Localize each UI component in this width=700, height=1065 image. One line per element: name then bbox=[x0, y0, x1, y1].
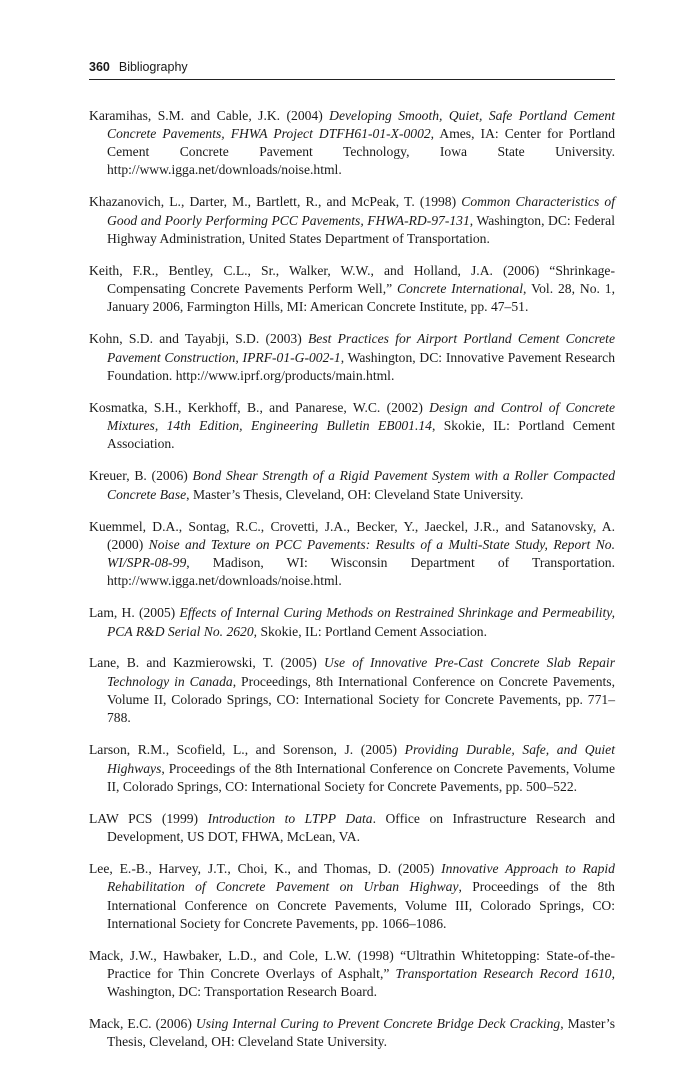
reference-entry: Kosmatka, S.H., Kerkhoff, B., and Panarese, W.C. (2002) Design and Control of Concrete Mixtures, 14th Edition, Engineering Bulletin EB001.14, Skokie, IL: Portland Cement Association. bbox=[89, 399, 615, 452]
reference-entry: Lane, B. and Kazmierowski, T. (2005) Use of Innovative Pre-Cast Concrete Slab Repair Technology in Canada, Proceedings, 8th International Conference on Concrete Pavements, Volume II, Colorado Springs, CO: International Society for Concrete Pavements, pp. 771–788. bbox=[89, 655, 615, 726]
reference-entry: Mack, E.C. (2006) Using Internal Curing to Prevent Concrete Bridge Deck Cracking, Master’s Thesis, Cleveland, OH: Cleveland State University. bbox=[89, 1016, 615, 1050]
reference-entry: Kreuer, B. (2006) Bond Shear Strength of a Rigid Pavement System with a Roller Compacted Concrete Base, Master’s Thesis, Cleveland, OH: Cleveland State University. bbox=[89, 468, 615, 502]
reference-entry: Kuemmel, D.A., Sontag, R.C., Crovetti, J.A., Becker, Y., Jaeckel, J.R., and Satanovsky, A. (2000) Noise and Texture on PCC Pavements: Results of a Multi-State Study, Report No. WI/SPR-08-99, Madison, WI: Wisconsin Department of Transportation. http://www.igga.net/downloads/noise.html. bbox=[89, 518, 615, 589]
reference-entry: Lam, H. (2005) Effects of Internal Curing Methods on Restrained Shrinkage and Permeability, PCA R&D Serial No. 2620, Skokie, IL: Portland Cement Association. bbox=[89, 605, 615, 639]
page-number: 360 bbox=[89, 60, 110, 74]
page-header bbox=[89, 57, 615, 80]
running-head: Bibliography bbox=[118, 60, 188, 74]
reference-entry: Larson, R.M., Scofield, L., and Sorenson, J. (2005) Providing Durable, Safe, and Quiet Highways, Proceedings of the 8th International Conference on Concrete Pavements, Volume II, Colorado Springs, CO: International Society for Concrete Pavements, pp. 500–522. bbox=[89, 742, 615, 794]
reference-entry: Keith, F.R., Bentley, C.L., Sr., Walker, W.W., and Holland, J.A. (2006) “Shrinkage-Compensating Concrete Pavements Perform Well,” Concrete International, Vol. 28, No. 1, January 2006, Farmington Hills, MI: American Concrete Institute, pp. 47–51. bbox=[89, 262, 615, 315]
reference-entry: LAW PCS (1999) Introduction to LTPP Data. Office on Infrastructure Research and Development, US DOT, FHWA, McLean, VA. bbox=[89, 810, 615, 845]
reference-entry: Karamihas, S.M. and Cable, J.K. (2004) Developing Smooth, Quiet, Safe Portland Cement Concrete Pavements, FHWA Project DTFH61-01-X-0002, Ames, IA: Center for Portland Cement Concrete Pavement Technology, Iowa State University. http://www.igga.net/downloads/noise.html. bbox=[89, 107, 616, 178]
reference-entry: Lee, E.-B., Harvey, J.T., Choi, K., and Thomas, D. (2005) Innovative Approach to Rapid Rehabilitation of Concrete Pavement on Urban Highway, Proceedings of the 8th International Conference on Concrete Pavements, Volume III, Colorado Springs, CO: International Society for Concrete Pavements, pp. 1066–1086. bbox=[89, 860, 615, 931]
reference-entry: Kohn, S.D. and Tayabji, S.D. (2003) Best Practices for Airport Portland Cement Concrete Pavement Construction, IPRF-01-G-002-1, Washington, DC: Innovative Pavement Research Foundation. http://www.iprf.org/products/main.html. bbox=[89, 331, 615, 383]
reference-entry: Khazanovich, L., Darter, M., Bartlett, R., and McPeak, T. (1998) Common Characteristics of Good and Poorly Performing PCC Pavements, FHWA-RD-97-131, Washington, DC: Federal Highway Administration, United States Department of Transportation. bbox=[89, 194, 615, 246]
reference-entry: Mack, J.W., Hawbaker, L.D., and Cole, L.W. (1998) “Ultrathin Whitetopping: State-of-the-Practice for Thin Concrete Overlays of Asphalt,” Transportation Research Record 1610, Washington, DC: Transportation Research Board. bbox=[89, 947, 616, 1000]
reference-list bbox=[89, 93, 615, 1065]
